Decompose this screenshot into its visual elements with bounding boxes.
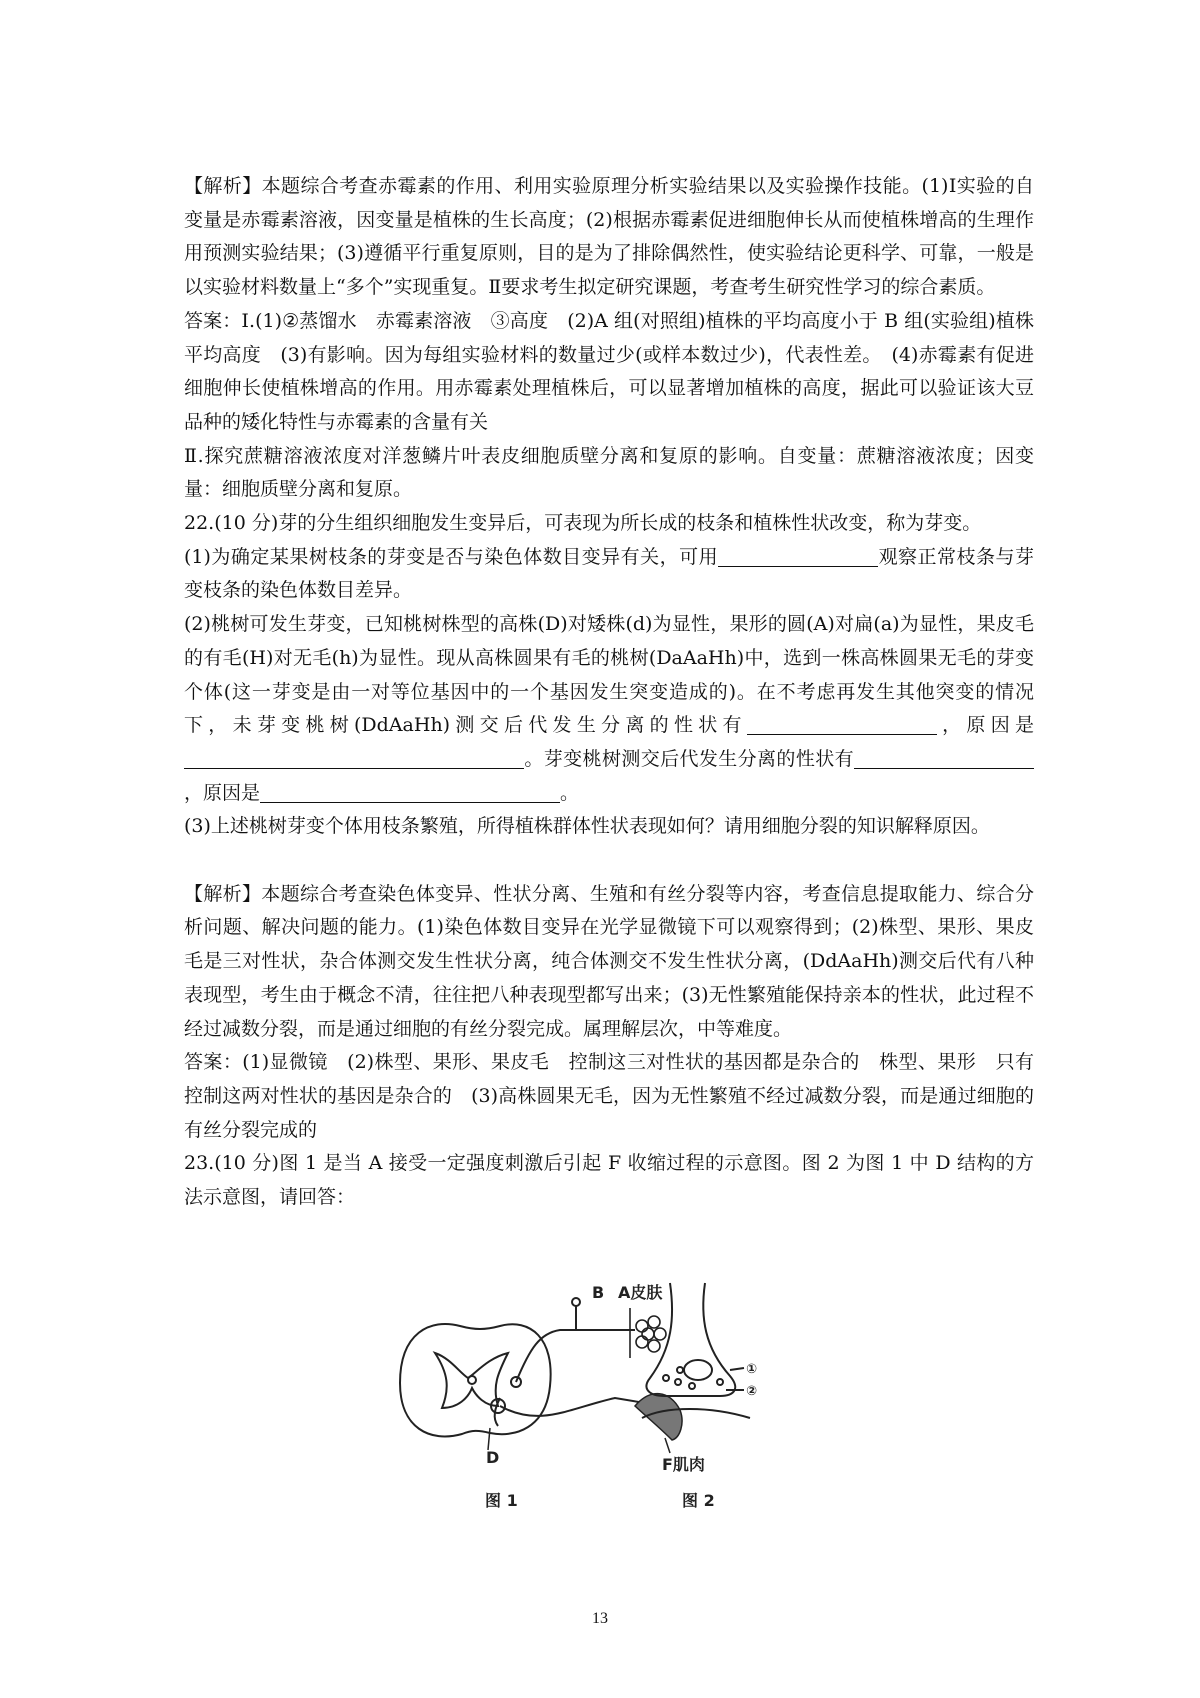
- answer-paragraph-1: 答案：Ⅰ.(1)②蒸馏水 赤霉素溶液 ③高度 (2)A 组(对照组)植株的平均高度小于 B 组(实验组)植株平均高度 (3)有影响。因为每组实验材料的数量过少(或样本数过少)，代表性差。 (4)赤霉素有促进细胞伸长使植株增高的作用。用赤霉素处理植株后，可以显著增加植株的高度，据此可以验证该大豆品种的矮化特性与赤霉素的含量有关: [184, 309, 1034, 433]
- nerve-pathways: [500, 1298, 645, 1416]
- answer-blank[interactable]: [718, 544, 878, 567]
- skin-receptor: [630, 1308, 666, 1358]
- q22-p2-text-c: 。芽变桃树测交后代发生分离的性状有: [524, 747, 854, 770]
- analysis-paragraph-1: 【解析】本题综合考查赤霉素的作用、利用实验原理分析实验结果以及实验操作技能。(1)Ⅰ实验的自变量是赤霉素溶液，因变量是植株的生长高度；(2)根据赤霉素促进细胞伸长从而使植株增高的生理作用预测实验结果；(3)遵循平行重复原则，目的是为了排除偶然性，使实验结论更科学、可靠，一般是以实验材料数量上“多个”实现重复。Ⅱ要求考生拟定研究课题，考查考生研究性学习的综合素质。: [184, 175, 1034, 299]
- figure-1-caption: 图 1: [485, 1491, 518, 1510]
- figure-2-caption: 图 2: [682, 1491, 715, 1510]
- muscle-effector: [635, 1394, 682, 1440]
- question-22-stem: 22.(10 分)芽的分生组织细胞发生变异后，可表现为所长成的枝条和植株性状改变，称为芽变。: [184, 512, 982, 535]
- question-22-part-1: [184, 541, 1034, 608]
- page-number: 13: [592, 1610, 608, 1627]
- answer-blank[interactable]: [747, 712, 937, 735]
- q22-p2-text-a: (2)桃树可发生芽变，已知桃树株型的高株(D)对矮株(d)为显性，果形的圆(A)对扁(a)为显性，果皮毛的有毛(H)对无毛(h)为显性。现从高株圆果有毛的桃树(DaAaHh)中，选到一株高株圆果无毛的芽变个体(这一芽变是由一对等位基因中的一个基因发生突变造成的)。在不考虑再发生其他突变的情况下，未芽变桃树(DdAaHh)测交后代发生分离的性状有: [184, 613, 1034, 737]
- q22-p1-text-b: 观察正常枝条与芽变枝条的染色体数目差异。: [184, 545, 1034, 602]
- figure-label-b: B: [592, 1283, 605, 1302]
- answer-blank[interactable]: [260, 780, 560, 803]
- figure-mark-1: ①: [746, 1362, 758, 1377]
- page-content: [184, 170, 1034, 1215]
- figure-label-f-muscle: F肌肉: [662, 1455, 705, 1474]
- neural-reflex-figure: [380, 1278, 770, 1513]
- figure-mark-2: ②: [746, 1384, 758, 1399]
- q22-p2-text-e: 。: [560, 781, 580, 804]
- q22-p2-text-d: ，原因是: [184, 781, 261, 804]
- analysis-paragraph-2: 【解析】本题综合考查染色体变异、性状分离、生殖和有丝分裂等内容，考查信息提取能力、综合分析问题、解决问题的能力。(1)染色体数目变异在光学显微镜下可以观察得到；(2)株型、果形、果皮毛是三对性状，杂合体测交发生性状分离，纯合体测交不发生性状分离，(DdAaHh)测交后代有八种表现型，考生由于概念不清，往往把八种表现型都写出来；(3)无性繁殖能保持亲本的性状，此过程不经过减数分裂，而是通过细胞的有丝分裂完成。属理解层次，中等难度。: [184, 882, 1034, 1040]
- answer-paragraph-2: 答案：(1)显微镜 (2)株型、果形、果皮毛 控制这三对性状的基因都是杂合的 株型、果形 只有控制这两对性状的基因是杂合的 (3)高株圆果无毛，因为无性繁殖不经过减数分裂，而是通过细胞的有丝分裂完成的: [184, 1051, 1034, 1141]
- spinal-cord-diagram: [400, 1324, 551, 1437]
- answer-paragraph-1b: Ⅱ.探究蔗糖溶液浓度对洋葱鳞片叶表皮细胞质壁分离和复原的影响。自变量：蔗糖溶液浓度；因变量：细胞质壁分离和复原。: [184, 444, 1034, 501]
- question-22-part-2: [184, 608, 1034, 810]
- q22-p1-text-a: (1)为确定某果树枝条的芽变是否与染色体数目变异有关，可用: [184, 545, 719, 568]
- answer-blank[interactable]: [184, 746, 524, 769]
- figure-label-a-skin: A皮肤: [618, 1283, 663, 1302]
- spacer: [184, 844, 1034, 878]
- answer-blank[interactable]: [854, 746, 1034, 769]
- question-23-stem: 23.(10 分)图 1 是当 A 接受一定强度刺激后引起 F 收缩过程的示意图。图 2 为图 1 中 D 结构的方法示意图，请回答：: [184, 1152, 1034, 1209]
- q22-p2-text-b: ，原因是: [936, 714, 1034, 737]
- question-22-part-3: (3)上述桃树芽变个体用枝条繁殖，所得植株群体性状表现如何？请用细胞分裂的知识解释原因。: [184, 815, 990, 838]
- figure-label-d: D: [486, 1448, 500, 1467]
